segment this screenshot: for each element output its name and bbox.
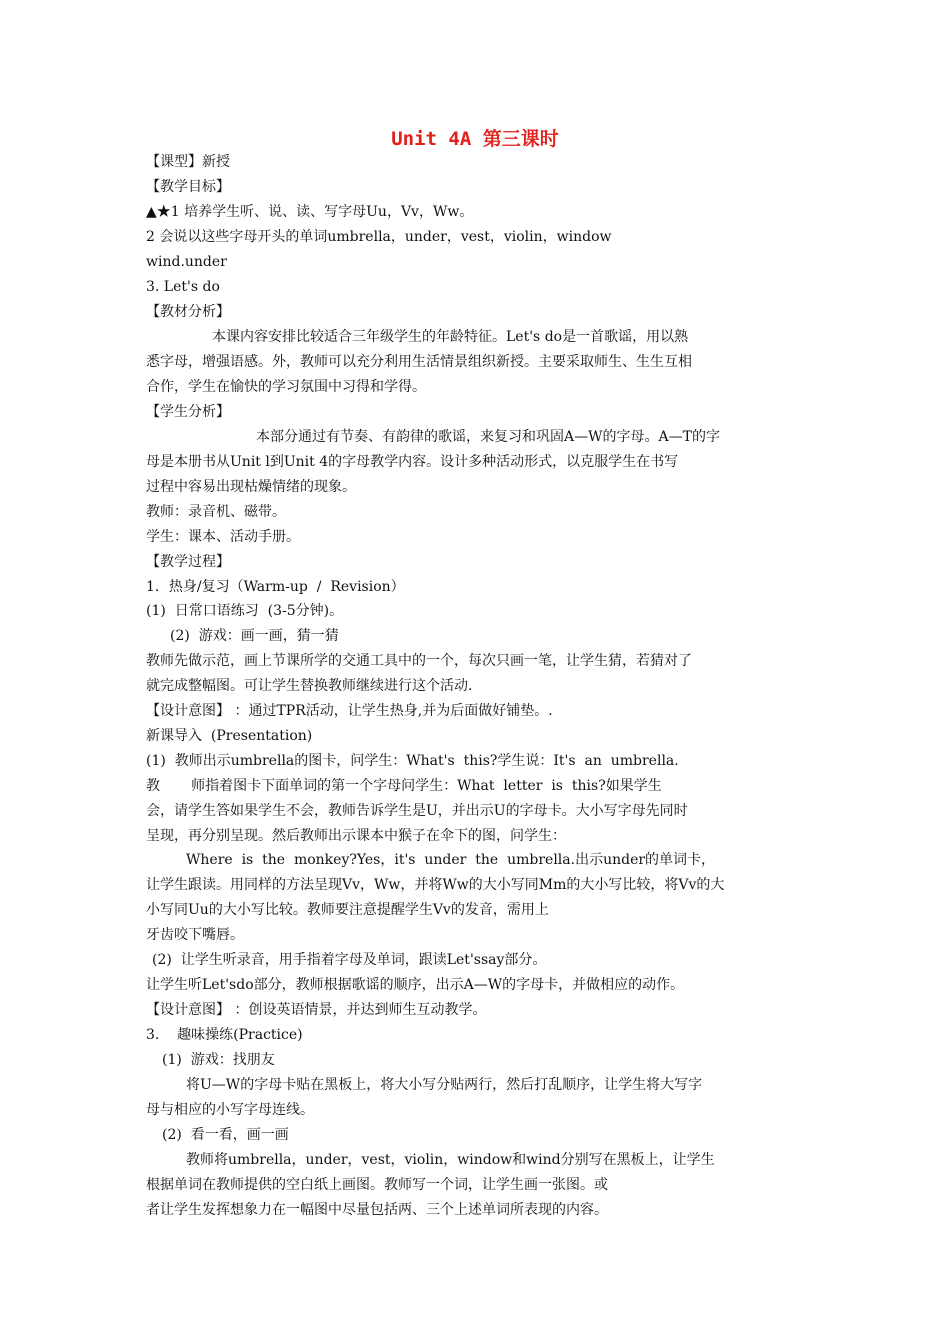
doc-line: 新课导入 (Presentation) <box>146 728 313 744</box>
doc-line: 3. 趣味操练(Practice) <box>146 1027 303 1043</box>
doc-line: 就完成整幅图。可让学生替换教师继续进行这个活动. <box>146 678 473 694</box>
doc-line: 呈现，再分别呈现。然后教师出示课本中猴子在伞下的图，问学生： <box>146 828 566 844</box>
doc-line: Where is the monkey?Yes，it's under the umbrella.出示under的单词卡， <box>186 852 716 868</box>
doc-line: 【教学目标】 <box>146 179 230 195</box>
doc-line: ▲★1 培养学生听、说、读、写字母Uu，Vv，Ww。 <box>146 204 474 220</box>
doc-line: 小写同Uu的大小写比较。教师要注意提醒学生Vv的发音，需用上 <box>146 902 549 918</box>
doc-line: 2 会说以这些字母开头的单词umbrella，under，vest，violin，window <box>146 229 612 245</box>
doc-title: Unit 4A 第三课时 <box>391 128 559 150</box>
doc-line: 【设计意图】 ：通过TPR活动，让学生热身,并为后面做好铺垫。. <box>146 703 553 719</box>
doc-line: 本课内容安排比较适合三年级学生的年龄特征。Let's do是一首歌谣，用以熟 <box>212 329 689 345</box>
doc-line: 【课型】新授 <box>146 154 230 170</box>
doc-line: 让学生听Let'sdo部分，教师根据歌谣的顺序，出示A—W的字母卡，并做相应的动作。 <box>146 977 685 993</box>
doc-line: 根据单词在教师提供的空白纸上画图。教师写一个词，让学生画一张图。或 <box>146 1177 608 1193</box>
doc-line: 母是本册书从Unit l到Unit 4的字母教学内容。设计多种活动形式，以克服学生在书写 <box>146 454 679 470</box>
doc-line: 牙齿咬下嘴唇。 <box>146 927 244 943</box>
doc-line: 教师将umbrella，under，vest，violin，window和wind分别写在黑板上，让学生 <box>186 1152 715 1168</box>
doc-line: (1) 教师出示umbrella的图卡，问学生：What's this?学生说：It's an umbrella. <box>146 753 679 769</box>
doc-line: (2) 游戏：画一画，猜一猜 <box>170 628 339 644</box>
doc-line: 会，请学生答如果学生不会，教师告诉学生是U，并出示U的字母卡。大小写字母先同时 <box>146 803 688 819</box>
doc-line: 【教学过程】 <box>146 554 230 570</box>
doc-line: 母与相应的小写字母连线。 <box>146 1102 314 1118</box>
doc-line: (2) 看一看，画一画 <box>162 1127 289 1143</box>
doc-line: 让学生跟读。用同样的方法呈现Vv，Ww，并将Ww的大小写同Mm的大小写比较，将Vv的大 <box>146 877 725 893</box>
doc-line: (1) 游戏：找朋友 <box>162 1052 275 1068</box>
doc-line: 【教材分析】 <box>146 304 230 320</box>
doc-line: wind.under <box>146 254 227 270</box>
doc-line: 悉字母，增强语感。外，教师可以充分利用生活情景组织新授。主要采取师生、生生互相 <box>146 354 692 370</box>
doc-line: 教师先做示范，画上节课所学的交通工具中的一个，每次只画一笔，让学生猜，若猜对了 <box>146 653 692 669</box>
doc-line: 【设计意图】 ：创设英语情景，并达到师生互动教学。 <box>146 1002 487 1018</box>
doc-line: 过程中容易出现枯燥情绪的现象。 <box>146 479 356 495</box>
doc-line: 3. Let's do <box>146 279 220 295</box>
doc-line: 【学生分析】 <box>146 404 230 420</box>
doc-line: 教师：录音机、磁带。 <box>146 504 286 520</box>
doc-line: 合作，学生在愉快的学习氛围中习得和学得。 <box>146 379 426 395</box>
doc-line: 将U—W的字母卡贴在黑板上，将大小写分贴两行，然后打乱顺序，让学生将大写字 <box>186 1077 703 1093</box>
doc-line: 学生：课本、活动手册。 <box>146 529 300 545</box>
doc-line: 者让学生发挥想象力在一幅图中尽量包括两、三个上述单词所表现的内容。 <box>146 1202 608 1218</box>
doc-line: (2) 让学生听录音，用手指着字母及单词，跟读Let'ssay部分。 <box>152 952 547 968</box>
doc-line: 1．热身/复习（Warm-up / Revision） <box>146 579 405 595</box>
doc-line: 本部分通过有节奏、有韵律的歌谣，来复习和巩固A—W的字母。A—T的字 <box>256 429 720 445</box>
doc-line: (1) 日常口语练习 (3-5分钟)。 <box>146 603 344 619</box>
doc-line: 教 师指着图卡下面单词的第一个字母问学生：What letter is this?如果学生 <box>146 778 662 794</box>
